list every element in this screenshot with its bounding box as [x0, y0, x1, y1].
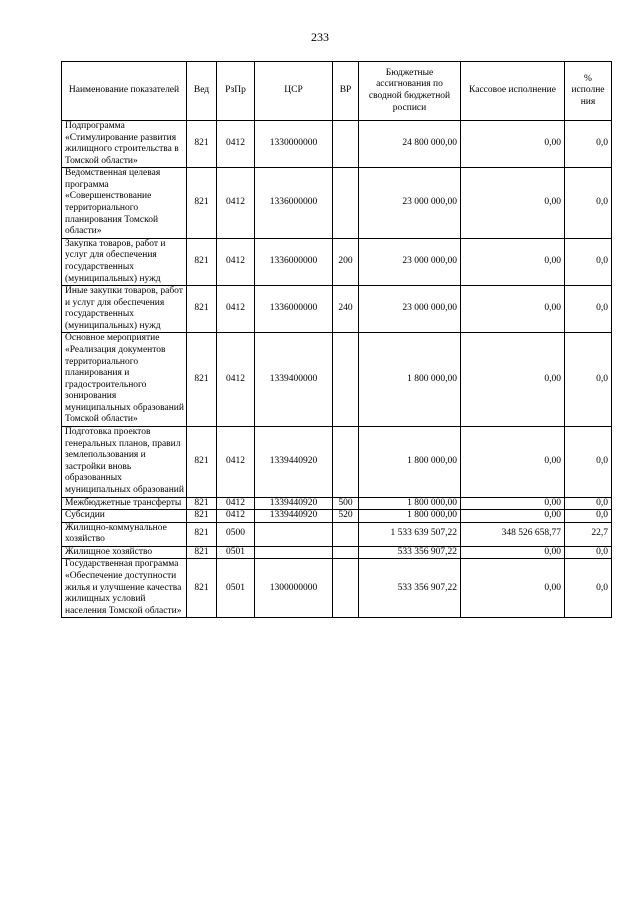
row-csr — [255, 522, 333, 546]
row-csr: 1336000000 — [255, 286, 333, 333]
page-number: 233 — [311, 30, 329, 44]
row-vr — [333, 522, 359, 546]
row-rzpr: 0412 — [217, 510, 255, 523]
row-vr — [333, 559, 359, 618]
row-csr — [255, 546, 333, 559]
row-ved: 821 — [187, 168, 217, 238]
header-ved: Вед — [187, 62, 217, 121]
row-cash: 0,00 — [461, 559, 565, 618]
row-csr: 1339440920 — [255, 510, 333, 523]
row-rzpr: 0412 — [217, 333, 255, 427]
row-vr: 240 — [333, 286, 359, 333]
row-cash: 0,00 — [461, 286, 565, 333]
header-name: Наименование показателей — [62, 62, 187, 121]
row-budget: 23 000 000,00 — [359, 286, 461, 333]
row-ved: 821 — [187, 427, 217, 497]
row-vr — [333, 168, 359, 238]
table-row — [62, 427, 612, 497]
row-budget: 1 533 639 507,22 — [359, 522, 461, 546]
row-ved: 821 — [187, 546, 217, 559]
row-name: Ведомственная целевая программа «Совершенствование территориального планирования Томской области» — [62, 168, 187, 238]
row-percent: 0,0 — [565, 427, 612, 497]
row-budget: 24 800 000,00 — [359, 121, 461, 168]
row-vr — [333, 121, 359, 168]
row-vr — [333, 546, 359, 559]
row-budget: 1 800 000,00 — [359, 497, 461, 510]
row-name: Иные закупки товаров, работ и услуг для обеспечения государственных (муниципальных) нужд — [62, 286, 187, 333]
table-row — [62, 238, 612, 285]
budget-execution-table — [61, 61, 612, 618]
row-cash: 0,00 — [461, 168, 565, 238]
table-row — [62, 522, 612, 546]
row-cash: 0,00 — [461, 238, 565, 285]
row-percent: 22,7 — [565, 522, 612, 546]
header-rzpr: РзПр — [217, 62, 255, 121]
row-percent: 0,0 — [565, 510, 612, 523]
row-vr — [333, 333, 359, 427]
row-name: Субсидии — [62, 510, 187, 523]
row-vr — [333, 427, 359, 497]
row-name: Подпрограмма «Стимулирование развития жилищного строительства в Томской области» — [62, 121, 187, 168]
row-vr: 200 — [333, 238, 359, 285]
row-budget: 533 356 907,22 — [359, 546, 461, 559]
row-ved: 821 — [187, 510, 217, 523]
row-percent: 0,0 — [565, 559, 612, 618]
row-percent: 0,0 — [565, 333, 612, 427]
row-ved: 821 — [187, 522, 217, 546]
row-cash: 0,00 — [461, 427, 565, 497]
row-rzpr: 0412 — [217, 427, 255, 497]
row-budget: 23 000 000,00 — [359, 168, 461, 238]
row-rzpr: 0412 — [217, 238, 255, 285]
row-ved: 821 — [187, 286, 217, 333]
row-rzpr: 0412 — [217, 121, 255, 168]
row-budget: 1 800 000,00 — [359, 333, 461, 427]
row-rzpr: 0412 — [217, 497, 255, 510]
table-row — [62, 510, 612, 523]
table-row — [62, 333, 612, 427]
row-csr: 1339400000 — [255, 333, 333, 427]
row-percent: 0,0 — [565, 497, 612, 510]
row-ved: 821 — [187, 238, 217, 285]
row-percent: 0,0 — [565, 238, 612, 285]
row-ved: 821 — [187, 333, 217, 427]
header-cash: Кассовое исполнение — [461, 62, 565, 121]
row-budget: 1 800 000,00 — [359, 427, 461, 497]
row-name: Подготовка проектов генеральных планов, правил землепользования и застройки вновь образованных муниципальных образований — [62, 427, 187, 497]
table-header-row — [62, 62, 612, 121]
row-percent: 0,0 — [565, 121, 612, 168]
table-row — [62, 121, 612, 168]
header-percent: % исполне ния — [565, 62, 612, 121]
row-ved: 821 — [187, 497, 217, 510]
header-budget: Бюджетные ассигнования по сводной бюджетной росписи — [359, 62, 461, 121]
row-cash: 0,00 — [461, 333, 565, 427]
row-csr: 1300000000 — [255, 559, 333, 618]
row-csr: 1336000000 — [255, 238, 333, 285]
row-name: Государственная программа «Обеспечение доступности жилья и улучшение качества жилищных условий населения Томской области» — [62, 559, 187, 618]
row-csr: 1339440920 — [255, 497, 333, 510]
row-csr: 1330000000 — [255, 121, 333, 168]
row-cash: 0,00 — [461, 510, 565, 523]
row-name: Жилищное хозяйство — [62, 546, 187, 559]
row-vr: 520 — [333, 510, 359, 523]
row-ved: 821 — [187, 121, 217, 168]
row-budget: 23 000 000,00 — [359, 238, 461, 285]
row-cash: 0,00 — [461, 121, 565, 168]
row-name: Закупка товаров, работ и услуг для обеспечения государственных (муниципальных) нужд — [62, 238, 187, 285]
row-name: Основное мероприятие «Реализация документов территориального планирования и градостроительного зонирования муниципальных образований Томской области» — [62, 333, 187, 427]
row-cash: 348 526 658,77 — [461, 522, 565, 546]
row-rzpr: 0501 — [217, 559, 255, 618]
row-csr: 1339440920 — [255, 427, 333, 497]
row-vr: 500 — [333, 497, 359, 510]
header-vr: ВР — [333, 62, 359, 121]
table-row — [62, 497, 612, 510]
row-cash: 0,00 — [461, 497, 565, 510]
row-percent: 0,0 — [565, 286, 612, 333]
row-budget: 1 800 000,00 — [359, 510, 461, 523]
row-csr: 1336000000 — [255, 168, 333, 238]
header-csr: ЦСР — [255, 62, 333, 121]
row-percent: 0,0 — [565, 168, 612, 238]
row-cash: 0,00 — [461, 546, 565, 559]
table-row — [62, 168, 612, 238]
row-percent: 0,0 — [565, 546, 612, 559]
table-row — [62, 286, 612, 333]
row-rzpr: 0412 — [217, 168, 255, 238]
row-name: Жилищно-коммунальное хозяйство — [62, 522, 187, 546]
row-rzpr: 0500 — [217, 522, 255, 546]
table-row — [62, 559, 612, 618]
row-ved: 821 — [187, 559, 217, 618]
row-budget: 533 356 907,22 — [359, 559, 461, 618]
row-rzpr: 0501 — [217, 546, 255, 559]
row-name: Межбюджетные трансферты — [62, 497, 187, 510]
row-rzpr: 0412 — [217, 286, 255, 333]
table-row — [62, 546, 612, 559]
